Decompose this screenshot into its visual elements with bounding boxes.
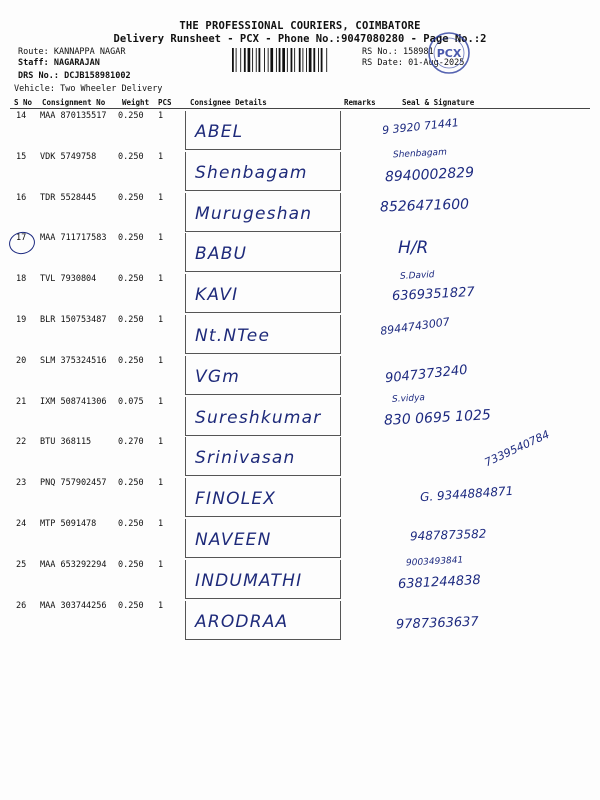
row-consignee: KAVI (195, 285, 239, 306)
barcode-bar (236, 48, 237, 72)
row-weight: 0.250 (118, 151, 144, 162)
row-consignment: TVL 7930804 (40, 274, 97, 285)
col-header-remarks: Remarks (344, 98, 376, 107)
barcode-bar (252, 48, 253, 72)
barcode-bar (276, 48, 277, 72)
row-signature-name: S.vidya (391, 392, 426, 405)
row-sno: 24 (16, 519, 27, 529)
row-signature-name: S.David (399, 270, 435, 283)
row-weight: 0.250 (118, 478, 144, 489)
barcode-bar (299, 48, 301, 72)
row-sno: 15 (16, 151, 27, 162)
barcode-bar (270, 48, 273, 72)
row-consignee: VGm (195, 366, 240, 387)
row-sno: 23 (16, 478, 27, 489)
row-consignee: INDUMATHI (195, 570, 303, 591)
row-consignee: ARODRAA (195, 611, 289, 632)
row-weight: 0.270 (118, 437, 144, 448)
barcode-bar (326, 48, 327, 72)
drs-value: DCJB158981002 (64, 71, 131, 81)
col-header-consignment: Consignment No (42, 98, 106, 107)
row-sno: 17 (16, 233, 27, 244)
barcode-bar (313, 48, 315, 72)
barcode-bar (240, 48, 241, 72)
row-consignment: BLR 150753487 (40, 315, 107, 325)
row-consignee: Shenbagam (195, 162, 308, 183)
vehicle-line (14, 84, 162, 94)
row-consignment: IXM 508741306 (40, 396, 107, 407)
stamp-text: PCX (436, 47, 462, 60)
row-signature-name: Shenbagam (392, 147, 448, 161)
row-pcs: 1 (158, 396, 164, 407)
row-weight: 0.250 (118, 111, 144, 121)
company-title: THE PROFESSIONAL COURIERS, COIMBATORE (179, 20, 421, 32)
barcode-bar (287, 48, 288, 72)
row-consignment: MAA 653292294 (40, 559, 107, 570)
row-weight: 0.250 (118, 192, 144, 203)
barcode-bar (244, 48, 246, 72)
row-signature: 9787363637 (395, 614, 479, 633)
row-signature: 8940002829 (384, 164, 475, 186)
row-consignee: NAVEEN (195, 530, 272, 550)
row-pcs: 1 (158, 355, 164, 366)
col-header-seal: Seal & Signature (402, 98, 475, 107)
row-signature: 6369351827 (391, 285, 476, 305)
drs-label: DRS No.: (18, 71, 59, 81)
rs-date-value: 01-Aug-2025 (408, 58, 465, 68)
row-weight: 0.250 (118, 559, 144, 570)
row-consignment: MAA 303744256 (40, 600, 107, 611)
barcode-bar (302, 48, 303, 72)
row-consignment: SLM 375324516 (40, 355, 107, 366)
row-signature-name: 9003493841 (405, 555, 464, 569)
staff-value: NAGARAJAN (53, 58, 100, 68)
pcx-stamp (426, 30, 472, 76)
row-consignee: ABEL (195, 122, 244, 142)
row-pcs: 1 (158, 274, 164, 285)
rs-date-label: RS Date: (362, 58, 403, 68)
header-rule (10, 108, 590, 109)
row-signature: H/R (398, 238, 429, 259)
row-sno: 26 (16, 600, 27, 611)
col-header-details: Consignee Details (190, 98, 267, 107)
row-sno: 22 (16, 437, 27, 448)
row-consignment: TDR 5528445 (40, 192, 97, 203)
runsheet-subtitle: Delivery Runsheet - PCX - Phone No.:9047080280 - Page No.:2 (113, 33, 487, 45)
row-signature: 6381244838 (397, 572, 482, 592)
col-header-sno: S No (14, 98, 33, 107)
rs-no-value: 158981 (402, 47, 434, 57)
row-consignee: Murugeshan (195, 203, 313, 224)
col-header-weight: Weight (122, 98, 150, 107)
row-sno: 14 (16, 111, 27, 121)
row-consignment: MAA 870135517 (40, 111, 107, 121)
barcode-bar (259, 48, 261, 72)
row-weight: 0.250 (118, 233, 144, 244)
row-pcs: 1 (158, 315, 164, 325)
barcode-bar (268, 48, 269, 72)
barcode (232, 48, 352, 72)
route-line (18, 47, 126, 57)
barcode-bar (282, 48, 285, 72)
row-pcs: 1 (158, 478, 164, 489)
row-consignee: Sureshkumar (195, 407, 322, 428)
row-pcs: 1 (158, 600, 164, 611)
row-pcs: 1 (158, 519, 164, 529)
row-sno: 21 (16, 396, 27, 407)
row-weight: 0.250 (118, 600, 144, 611)
rs-no-line (362, 47, 434, 57)
row-signature: 9047373240 (384, 362, 469, 387)
barcode-bar (248, 48, 251, 72)
row-weight: 0.250 (118, 274, 144, 285)
row-consignee: Srinivasan (195, 448, 296, 469)
row-consignment: VDK 5749758 (40, 151, 97, 162)
row-consignment: MTP 5091478 (40, 519, 97, 529)
barcode-bar (294, 48, 295, 72)
row-signature: 9487873582 (409, 526, 487, 544)
row-signature: 8526471600 (379, 196, 470, 216)
row-signature: 830 0695 1025 (383, 406, 492, 429)
row-pcs: 1 (158, 192, 164, 203)
row-consignment: BTU 368115 (40, 437, 92, 448)
rs-no-label: RS No.: (362, 47, 398, 57)
row-sno: 19 (16, 315, 27, 325)
vehicle-value: Two Wheeler Delivery (60, 84, 163, 94)
route-label: Route: (18, 47, 49, 57)
row-sno: 25 (16, 559, 27, 570)
row-pcs: 1 (158, 233, 164, 244)
row-signature: G. 9344884871 (419, 483, 514, 505)
row-weight: 0.250 (118, 355, 144, 366)
row-pcs: 1 (158, 559, 164, 570)
drs-line (18, 71, 131, 81)
barcode-bar (232, 48, 234, 72)
barcode-bar (321, 48, 323, 72)
row-17-circle-mark (7, 230, 37, 257)
barcode-bar (279, 48, 281, 72)
row-signature: 7339540784 (482, 428, 552, 470)
row-signature: 8944743007 (379, 315, 451, 338)
row-pcs: 1 (158, 437, 164, 448)
barcode-bar (318, 48, 319, 72)
col-header-pcs: PCS (158, 98, 172, 107)
barcode-bar (309, 48, 312, 72)
row-consignee: Nt.NTee (195, 326, 271, 346)
row-consignment: MAA 711717583 (40, 233, 107, 244)
row-consignee: BABU (195, 244, 248, 265)
row-weight: 0.250 (118, 519, 144, 529)
row-pcs: 1 (158, 111, 164, 121)
staff-line (18, 58, 100, 68)
row-sno: 20 (16, 355, 27, 366)
row-sno: 18 (16, 274, 27, 285)
barcode-bar (291, 48, 293, 72)
vehicle-label: Vehicle: (14, 84, 55, 94)
row-signature: 9 3920 71441 (381, 116, 460, 137)
barcode-bar (264, 48, 265, 72)
row-sno: 16 (16, 192, 27, 203)
staff-label: Staff: (18, 58, 49, 68)
route-value: KANNAPPA NAGAR (53, 47, 126, 57)
row-weight: 0.075 (118, 396, 144, 407)
row-consignment: PNQ 757902457 (40, 478, 107, 489)
row-weight: 0.250 (118, 315, 144, 325)
barcode-bar (306, 48, 307, 72)
barcode-bar (256, 48, 257, 72)
row-pcs: 1 (158, 151, 164, 162)
row-consignee: FINOLEX (195, 489, 277, 510)
